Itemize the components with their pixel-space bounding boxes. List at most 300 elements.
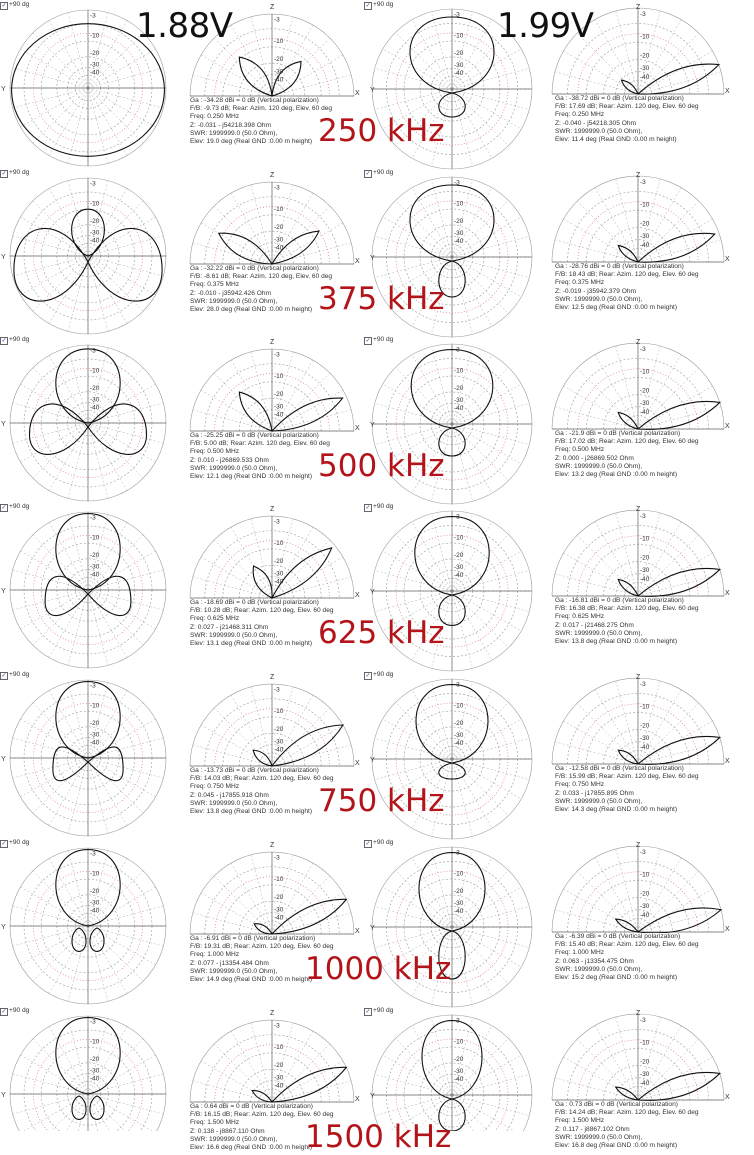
info-line: SWR: 1999999.0 (50.0 Ohm),	[555, 797, 643, 805]
check-icon: ✓	[1, 3, 7, 9]
voltage-label-right: 1.99V	[497, 6, 594, 46]
ring-label: -3	[274, 16, 280, 24]
ring-label: -30	[90, 61, 100, 69]
ring-label: -30	[640, 567, 650, 575]
frequency-label: 1500 kHz	[305, 1119, 452, 1155]
ring-label: -40	[274, 578, 284, 586]
info-line: SWR: 1999999.0 (50.0 Ohm),	[190, 967, 278, 975]
ring-label: -30	[640, 400, 650, 408]
info-line: Freq: 0.750 MHz	[190, 783, 240, 791]
axis-label-z: Z	[636, 506, 641, 513]
info-line: Freq: 0.375 MHz	[190, 281, 240, 289]
pattern-info-199v	[555, 597, 699, 646]
ring-label: -3	[454, 681, 460, 689]
ring-label: -10	[454, 200, 464, 208]
ring-label: -40	[90, 237, 100, 245]
info-line: Elev: 12.1 deg (Real GND :0.00 m height)	[190, 473, 313, 481]
check-icon: ✓	[365, 841, 371, 847]
ring-label: -20	[454, 385, 464, 392]
axis-label-z: Z	[636, 339, 641, 346]
frequency-label: 375 kHz	[318, 281, 445, 317]
ring-label: -30	[274, 68, 284, 76]
ring-label: -10	[274, 206, 284, 214]
elev-90-checkbox[interactable]	[364, 336, 393, 345]
info-line: Freq: 1.000 MHz	[555, 949, 605, 957]
pattern-info-199v	[555, 1101, 699, 1150]
info-line: Ga : -25.25 dBi = 0 dB (Vertical polarization)	[190, 432, 319, 439]
ring-label: -3	[90, 514, 96, 522]
info-line: Z: 0.033 - j17855.895 Ohm	[555, 789, 634, 797]
check-icon: ✓	[1, 673, 7, 679]
info-line: SWR: 1999999.0 (50.0 Ohm),	[555, 1133, 643, 1141]
info-line: Z: 0.138 - j8867.110 Ohm	[190, 1127, 265, 1135]
ring-label: -40	[274, 914, 284, 922]
check-icon: ✓	[365, 673, 371, 679]
ring-label: -30	[90, 396, 100, 404]
info-line: Elev: 19.0 deg (Real GND :0.00 m height)	[190, 138, 313, 146]
ring-label: -10	[640, 703, 650, 711]
info-line: F/B: 5.00 dB; Rear: Azim. 120 deg, Elev. 60 deg	[190, 440, 330, 448]
azimuth-pattern-188v	[1, 680, 166, 836]
ring-label: -40	[640, 743, 650, 751]
ring-label: -10	[454, 1038, 464, 1046]
elev-90-label: +90 dg	[9, 169, 30, 176]
axis-label-y: Y	[1, 86, 6, 93]
ring-label: -40	[640, 408, 650, 416]
info-line: Z: 0.063 - j13354.475 Ohm	[555, 957, 634, 965]
axis-label-y: Y	[370, 757, 375, 764]
info-line: Freq: 0.375 MHz	[555, 279, 605, 287]
pattern-trace	[638, 736, 720, 764]
ring-label: -20	[640, 220, 650, 228]
pattern-info-199v	[555, 95, 699, 144]
azimuth-pattern-199v	[370, 1015, 532, 1131]
ring-label: -20	[90, 887, 100, 895]
ring-label: -40	[454, 238, 464, 245]
frequency-label: 1000 kHz	[305, 951, 452, 987]
ring-label: -3	[274, 518, 280, 526]
axis-label-x: X	[725, 256, 730, 263]
elev-90-label: +90 dg	[373, 1007, 394, 1014]
ring-label: -20	[640, 722, 650, 730]
info-line: F/B: 15.99 dB; Rear: Azim. 120 deg, Elev. 60 deg	[555, 773, 699, 781]
ring-label: -20	[640, 1058, 650, 1066]
info-line: SWR: 1999999.0 (50.0 Ohm),	[555, 965, 643, 973]
elev-90-checkbox[interactable]	[0, 839, 29, 848]
info-line: Ga : -6.39 dBi = 0 dB (Vertical polarization)	[555, 933, 681, 940]
pattern-trace	[638, 1072, 720, 1100]
info-line: SWR: 1999999.0 (50.0 Ohm),	[190, 129, 278, 137]
info-line: F/B: -8.61 dB; Rear: Azim. 120 deg, Elev. 60 deg	[190, 273, 333, 281]
pattern-trace	[638, 568, 720, 596]
ring-label: -3	[454, 179, 460, 187]
ring-label: -30	[90, 563, 100, 571]
ring-label: -40	[640, 1079, 650, 1087]
ring-label: -10	[274, 708, 284, 716]
ring-label: -40	[90, 907, 100, 915]
azimuth-pattern-188v	[1, 345, 166, 501]
ring-label: -10	[90, 870, 100, 878]
info-line: Elev: 13.8 deg (Real GND :0.00 m height)	[555, 638, 678, 646]
voltage-label-left: 1.88V	[136, 6, 233, 46]
elev-90-label: +90 dg	[9, 336, 30, 343]
info-line: SWR: 1999999.0 (50.0 Ohm),	[555, 629, 643, 637]
ring-label: -40	[454, 70, 464, 77]
info-line: Z: -0.019 - j35942.379 Ohm	[555, 287, 637, 295]
info-line: Freq: 0.625 MHz	[555, 613, 605, 621]
info-line: Elev: 16.8 deg (Real GND :0.00 m height)	[555, 1142, 678, 1150]
info-line: Z: 0.010 - j26869.533 Ohm	[190, 456, 269, 464]
ring-label: -3	[90, 1018, 96, 1026]
ring-label: -3	[274, 854, 280, 862]
ring-label: -30	[454, 564, 464, 571]
ring-label: -30	[640, 65, 650, 73]
elev-90-checkbox[interactable]	[0, 671, 29, 680]
ring-label: -3	[640, 849, 646, 857]
ring-label: -30	[454, 397, 464, 404]
pattern-trace	[239, 57, 272, 96]
ring-label: -3	[454, 849, 460, 857]
axis-label-y: Y	[1, 254, 6, 261]
ring-label: -3	[454, 11, 460, 19]
elevation-pattern-188v	[190, 172, 360, 265]
axis-label-z: Z	[636, 674, 641, 681]
ring-label: -10	[454, 702, 464, 710]
axis-label-x: X	[725, 926, 730, 933]
info-line: Elev: 13.1 deg (Real GND :0.00 m height)	[190, 640, 313, 648]
info-line: Ga : -28.76 dBi = 0 dB (Vertical polarization)	[555, 263, 684, 270]
ring-label: -30	[454, 62, 464, 69]
ring-label: -3	[454, 1017, 460, 1025]
info-line: F/B: 17.69 dB; Rear: Azim. 120 deg, Elev. 60 deg	[555, 103, 699, 111]
axis-label-y: Y	[1, 1092, 6, 1099]
info-line: F/B: -9.73 dB; Rear: Azim. 120 deg, Elev. 60 deg	[190, 105, 333, 113]
axis-label-z: Z	[270, 842, 275, 849]
check-icon: ✓	[1, 841, 7, 847]
info-line: SWR: 1999999.0 (50.0 Ohm),	[555, 295, 643, 303]
ring-label: -3	[640, 513, 646, 521]
ring-label: -40	[640, 241, 650, 249]
info-line: Ga : 0.64 dBi = 0 dB (Vertical polarization)	[190, 1103, 313, 1110]
check-icon: ✓	[1, 1009, 7, 1015]
ring-label: -40	[90, 571, 100, 579]
ring-label: -20	[640, 387, 650, 395]
pattern-trace	[90, 1096, 104, 1119]
ring-label: -40	[640, 911, 650, 919]
pattern-info-188v	[190, 767, 334, 816]
axis-label-z: Z	[636, 842, 641, 849]
info-line: Freq: 0.500 MHz	[190, 448, 240, 456]
ring-label: -30	[640, 903, 650, 911]
elev-90-label: +90 dg	[9, 671, 30, 678]
elev-90-checkbox[interactable]	[0, 1007, 29, 1016]
axis-label-z: Z	[636, 1010, 641, 1017]
azimuth-pattern-188v	[1, 178, 166, 334]
info-line: Ga : -32.22 dBi = 0 dB (Vertical polarization)	[190, 265, 319, 272]
frequency-label: 500 kHz	[318, 448, 445, 484]
ring-label: -40	[274, 746, 284, 754]
info-line: Elev: 12.5 deg (Real GND :0.00 m height)	[555, 304, 678, 312]
ring-label: -10	[90, 200, 100, 208]
info-line: Z: 0.077 - j13354.484 Ohm	[190, 959, 269, 967]
pattern-trace	[638, 233, 715, 262]
info-line: Elev: 16.6 deg (Real GND :0.00 m height)	[190, 1144, 313, 1152]
elev-90-checkbox[interactable]	[364, 169, 393, 178]
info-line: Z: 0.117 - j8867.102 Ohm	[555, 1125, 630, 1133]
pattern-trace	[239, 392, 272, 431]
elev-90-checkbox[interactable]	[0, 336, 29, 345]
axis-label-z: Z	[270, 506, 275, 513]
info-line: Ga : -12.58 dBi = 0 dB (Vertical polarization)	[555, 765, 684, 772]
ring-label: -20	[640, 890, 650, 898]
elev-90-checkbox[interactable]	[0, 503, 29, 512]
ring-label: -30	[274, 906, 284, 914]
axis-label-y: Y	[370, 589, 375, 596]
ring-label: -3	[454, 346, 460, 354]
elev-90-label: +90 dg	[9, 503, 30, 510]
info-line: SWR: 1999999.0 (50.0 Ohm),	[190, 631, 278, 639]
pattern-info-188v	[190, 97, 332, 146]
info-line: Ga : -34.28 dBi = 0 dB (Vertical polarization)	[190, 97, 319, 104]
elev-90-checkbox[interactable]	[0, 1, 29, 10]
ring-label: -40	[454, 572, 464, 579]
axis-label-y: Y	[1, 588, 6, 595]
axis-label-x: X	[725, 590, 730, 597]
pattern-info-199v	[555, 430, 699, 479]
elev-90-checkbox[interactable]	[0, 169, 29, 178]
axis-label-z: Z	[270, 674, 275, 681]
ring-label: -30	[640, 233, 650, 241]
pattern-trace	[618, 412, 638, 429]
ring-label: -10	[274, 1044, 284, 1052]
ring-label: -20	[90, 384, 100, 392]
axis-label-z: Z	[270, 172, 275, 179]
ring-label: -40	[274, 76, 284, 84]
axis-label-x: X	[355, 1096, 360, 1103]
ring-label: -30	[274, 570, 284, 578]
ring-label: -10	[640, 368, 650, 376]
info-line: Ga : -21.9 dBi = 0 dB (Vertical polarization)	[555, 430, 681, 437]
info-line: F/B: 15.40 dB; Rear: Azim. 120 deg, Elev. 60 deg	[555, 941, 699, 949]
elev-90-checkbox[interactable]	[364, 1007, 393, 1016]
ring-label: -40	[90, 404, 100, 412]
frequency-label: 250 kHz	[318, 113, 445, 149]
info-line: Z: -0.040 - j54218.305 Ohm	[555, 119, 637, 127]
ring-label: -40	[90, 739, 100, 747]
ring-label: -3	[90, 682, 96, 690]
ring-label: -3	[640, 1017, 646, 1025]
info-line: Elev: 28.0 deg (Real GND :0.00 m height)	[190, 306, 313, 314]
info-line: Ga : 0.73 dBi = 0 dB (Vertical polarization)	[555, 1101, 678, 1108]
elev-90-label: +90 dg	[373, 1, 394, 8]
ring-label: -10	[640, 201, 650, 209]
info-line: SWR: 1999999.0 (50.0 Ohm),	[190, 464, 278, 472]
info-line: F/B: 14.03 dB; Rear: Azim. 120 deg, Elev. 60 deg	[190, 775, 334, 783]
elevation-pattern-199v	[552, 674, 730, 765]
axis-label-x: X	[725, 88, 730, 95]
ring-label: -30	[640, 1071, 650, 1079]
ring-label: -20	[274, 224, 284, 232]
check-icon: ✓	[365, 1009, 371, 1015]
elevation-pattern-199v	[552, 1010, 730, 1101]
ring-label: -20	[274, 391, 284, 399]
elevation-pattern-188v	[190, 1010, 360, 1103]
ring-label: -10	[90, 367, 100, 375]
elevation-pattern-188v	[190, 842, 360, 935]
info-line: Freq: 0.500 MHz	[555, 446, 605, 454]
axis-label-y: Y	[370, 422, 375, 429]
ring-label: -20	[274, 56, 284, 64]
axis-label-z: Z	[270, 339, 275, 346]
ring-label: -20	[454, 1056, 464, 1063]
axis-label-z: Z	[636, 4, 641, 11]
ring-label: -20	[90, 217, 100, 225]
elevation-pattern-199v	[552, 172, 730, 263]
info-line: Freq: 0.625 MHz	[190, 615, 240, 623]
ring-label: -20	[454, 888, 464, 895]
ring-label: -3	[90, 850, 96, 858]
ring-label: -20	[454, 218, 464, 225]
ring-label: -3	[640, 179, 646, 187]
frequency-label: 625 kHz	[318, 615, 445, 651]
ring-label: -20	[454, 552, 464, 559]
ring-label: -20	[454, 50, 464, 57]
azimuth-pattern-188v	[1, 848, 166, 1004]
info-line: Elev: 13.2 deg (Real GND :0.00 m height)	[555, 471, 678, 479]
ring-label: -30	[454, 1068, 464, 1075]
info-line: Z: 0.027 - j21468.311 Ohm	[190, 623, 269, 631]
ring-label: -20	[90, 719, 100, 727]
info-line: SWR: 1999999.0 (50.0 Ohm),	[190, 799, 278, 807]
ring-label: -3	[274, 184, 280, 192]
ring-label: -40	[454, 1076, 464, 1083]
axis-label-z: Z	[270, 4, 275, 11]
axis-label-x: X	[725, 1094, 730, 1101]
pattern-trace	[252, 1090, 272, 1102]
elev-90-label: +90 dg	[373, 169, 394, 176]
info-line: F/B: 16.38 dB; Rear: Azim. 120 deg, Elev. 60 deg	[555, 605, 699, 613]
axis-label-x: X	[355, 592, 360, 599]
elev-90-label: +90 dg	[373, 839, 394, 846]
info-line: F/B: 16.15 dB; Rear: Azim. 120 deg, Elev. 60 deg	[190, 1111, 334, 1119]
pattern-trace	[618, 579, 638, 596]
axis-label-x: X	[355, 90, 360, 97]
ring-label: -10	[640, 535, 650, 543]
axis-label-y: Y	[1, 924, 6, 931]
info-line: Ga : -38.72 dBi = 0 dB (Vertical polarization)	[555, 95, 684, 102]
ring-label: -40	[454, 405, 464, 412]
ring-label: -30	[454, 732, 464, 739]
ring-label: -20	[454, 720, 464, 727]
info-line: Elev: 14.9 deg (Real GND :0.00 m height)	[190, 976, 313, 984]
ring-label: -3	[274, 686, 280, 694]
elev-90-checkbox[interactable]	[364, 671, 393, 680]
ring-label: -30	[274, 1074, 284, 1082]
info-line: Elev: 11.4 deg (Real GND :0.00 m height)	[555, 136, 677, 144]
info-line: Freq: 0.250 MHz	[555, 111, 605, 119]
ring-label: -3	[640, 11, 646, 19]
ring-label: -3	[90, 347, 96, 355]
ring-label: -40	[90, 1075, 100, 1083]
check-icon: ✓	[1, 171, 7, 177]
info-line: Z: 0.045 - j17855.918 Ohm	[190, 791, 269, 799]
check-icon: ✓	[365, 338, 371, 344]
pattern-trace	[638, 401, 720, 429]
pattern-trace	[618, 245, 638, 262]
elev-90-checkbox[interactable]	[364, 1, 393, 10]
info-line: F/B: 19.31 dB; Rear: Azim. 120 deg, Elev. 60 deg	[190, 943, 334, 951]
check-icon: ✓	[1, 338, 7, 344]
axis-label-y: Y	[370, 87, 375, 94]
pattern-trace	[72, 1096, 86, 1119]
pattern-info-188v	[190, 599, 334, 648]
elevation-pattern-188v	[190, 506, 360, 599]
info-line: Elev: 15.2 deg (Real GND :0.00 m height)	[555, 974, 678, 982]
elev-90-label: +90 dg	[373, 671, 394, 678]
ring-label: -40	[274, 244, 284, 252]
info-line: Z: -0.031 - j54218.398 Ohm	[190, 121, 272, 129]
elevation-pattern-188v	[190, 339, 360, 432]
info-line: SWR: 1999999.0 (50.0 Ohm),	[190, 297, 278, 305]
ring-label: -10	[454, 870, 464, 878]
ring-label: -20	[90, 551, 100, 559]
info-line: Freq: 1.500 MHz	[555, 1117, 605, 1125]
ring-label: -10	[90, 702, 100, 710]
elevation-pattern-199v	[552, 506, 730, 597]
info-line: Ga : -13.73 dBi = 0 dB (Vertical polarization)	[190, 767, 319, 774]
ring-label: -3	[640, 681, 646, 689]
azimuth-pattern-188v	[1, 1016, 166, 1131]
ring-label: -20	[90, 49, 100, 57]
ring-label: -20	[274, 558, 284, 566]
elev-90-checkbox[interactable]	[364, 503, 393, 512]
elev-90-label: +90 dg	[9, 1, 30, 8]
axis-label-x: X	[725, 758, 730, 765]
info-line: F/B: 18.43 dB; Rear: Azim. 120 deg, Elev. 60 deg	[555, 271, 699, 279]
pattern-trace	[72, 928, 86, 951]
ring-label: -40	[640, 73, 650, 81]
elev-90-label: +90 dg	[9, 1007, 30, 1014]
pattern-info-199v	[555, 765, 699, 814]
ring-label: -30	[454, 230, 464, 237]
check-icon: ✓	[1, 505, 7, 511]
pattern-trace	[638, 64, 719, 94]
info-line: Ga : -16.81 dBi = 0 dB (Vertical polarization)	[555, 597, 684, 604]
ring-label: -3	[454, 513, 460, 521]
frequency-label: 750 kHz	[318, 783, 445, 819]
info-line: Freq: 1.500 MHz	[190, 1119, 240, 1127]
axis-label-x: X	[355, 258, 360, 265]
ring-label: -40	[640, 575, 650, 583]
pattern-info-188v	[190, 432, 330, 481]
ring-label: -40	[454, 908, 464, 915]
elev-90-checkbox[interactable]	[364, 839, 393, 848]
info-line: SWR: 1999999.0 (50.0 Ohm),	[190, 1135, 278, 1143]
ring-label: -20	[274, 726, 284, 734]
elevation-pattern-199v	[552, 842, 730, 933]
pattern-info-199v	[555, 933, 699, 982]
info-line: SWR: 1999999.0 (50.0 Ohm),	[555, 127, 643, 135]
ring-label: -40	[90, 69, 100, 77]
ring-label: -40	[454, 740, 464, 747]
ring-label: -10	[90, 32, 100, 40]
info-line: Elev: 14.3 deg (Real GND :0.00 m height)	[555, 806, 678, 814]
ring-label: -30	[90, 899, 100, 907]
ring-label: -3	[274, 1022, 280, 1030]
azimuth-pattern-188v	[1, 512, 166, 668]
ring-label: -10	[640, 33, 650, 41]
ring-label: -30	[90, 229, 100, 237]
